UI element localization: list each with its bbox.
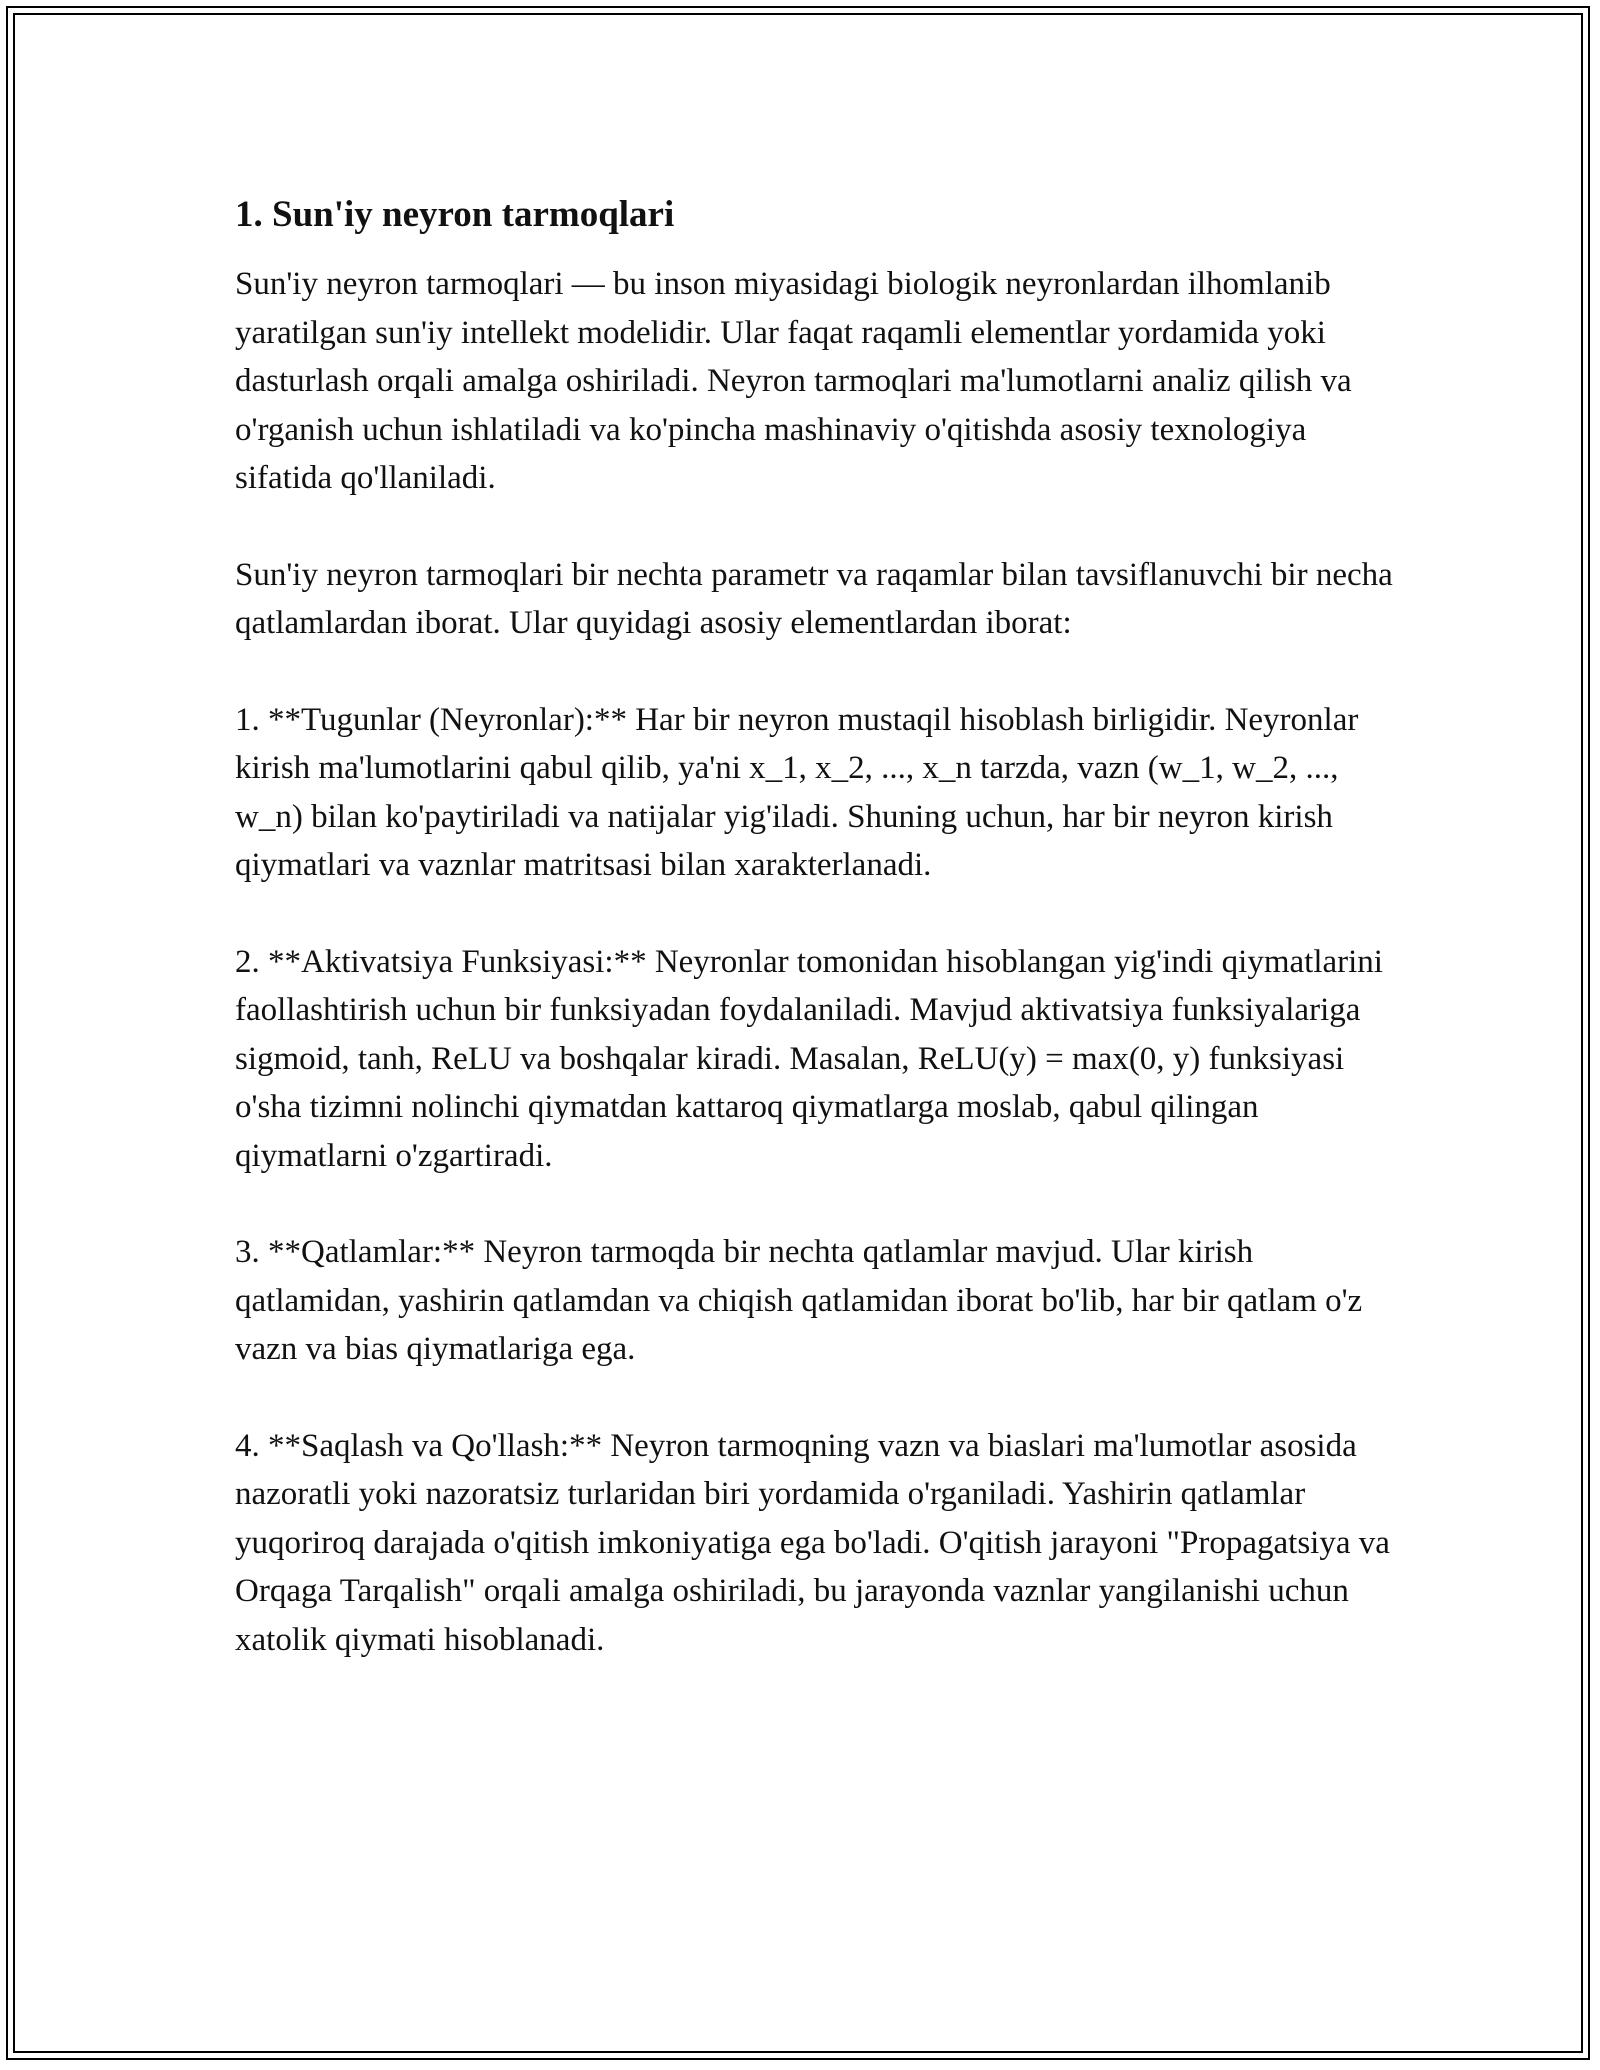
paragraph-intro: Sun'iy neyron tarmoqlari — bu inson miyasidagi biologik neyronlardan ilhomlanib yaratilgan sun'iy intellekt modelidir. Ular faqat raqamli elementlar yordamida yoki dasturlash orqali amalga oshiriladi. Neyron tarmoqlari ma'lumotlarni analiz qilish va o'rganish uchun ishlatiladi va ko'pincha mashinaviy o'qitishda asosiy texnologiya sifatida qo'llaniladi.: [235, 266, 1352, 496]
document-body: [235, 188, 1395, 1712]
paragraph-training: 4. **Saqlash va Qo'llash:** Neyron tarmoqning vazn va biaslari ma'lumotlar asosida nazoratli yoki nazoratsiz turlaridan biri yordamida o'rganiladi. Yashirin qatlamlar yuqoriroq darajada o'qitish imkoniyatiga ega bo'ladi. O'qitish jarayoni "Propagatsiya va Orqaga Tarqalish" orqali amalga oshiriladi, bu jarayonda vaznlar yangilanishi uchun xatolik qiymati hisoblanadi.: [235, 1427, 1390, 1658]
paragraph-layers: 3. **Qatlamlar:** Neyron tarmoqda bir nechta qatlamlar mavjud. Ular kirish qatlamidan, yashirin qatlamdan va chiqish qatlamidan iborat bo'lib, har bir qatlam o'z vazn va bias qiymatlariga ega.: [235, 1234, 1363, 1367]
paragraph-activation: 2. **Aktivatsiya Funksiyasi:** Neyronlar tomonidan hisoblangan yig'indi qiymatlarini faollashtirish uchun bir funksiyadan foydalaniladi. Mavjud aktivatsiya funksiyalariga sigmoid, tanh, ReLU va boshqalar kiradi. Masalan, ReLU(y) = max(0, y) funksiyasi o'sha tizimni nolinchi qiymatdan kattaroq qiymatlarga moslab, qabul qilingan qiymatlarni o'zgartiradi.: [235, 943, 1383, 1174]
paragraph-nodes: 1. **Tugunlar (Neyronlar):** Har bir neyron mustaqil hisoblash birligidir. Neyronlar kirish ma'lumotlarini qabul qilib, ya'ni x_1, x_2, ..., x_n tarzda, vazn (w_1, w_2, ..., w_n) bilan ko'paytiriladi va natijalar yig'iladi. Shuning uchun, har bir neyron kirish qiymatlari va vaznlar matritsasi bilan xarakterlanadi.: [235, 701, 1359, 883]
document-title: 1. Sun'iy neyron tarmoqlari: [235, 194, 675, 235]
paragraph-structure: Sun'iy neyron tarmoqlari bir nechta parametr va raqamlar bilan tavsiflanuvchi bir necha qatlamlardan iborat. Ular quyidagi asosiy elementlardan iborat:: [235, 556, 1393, 641]
